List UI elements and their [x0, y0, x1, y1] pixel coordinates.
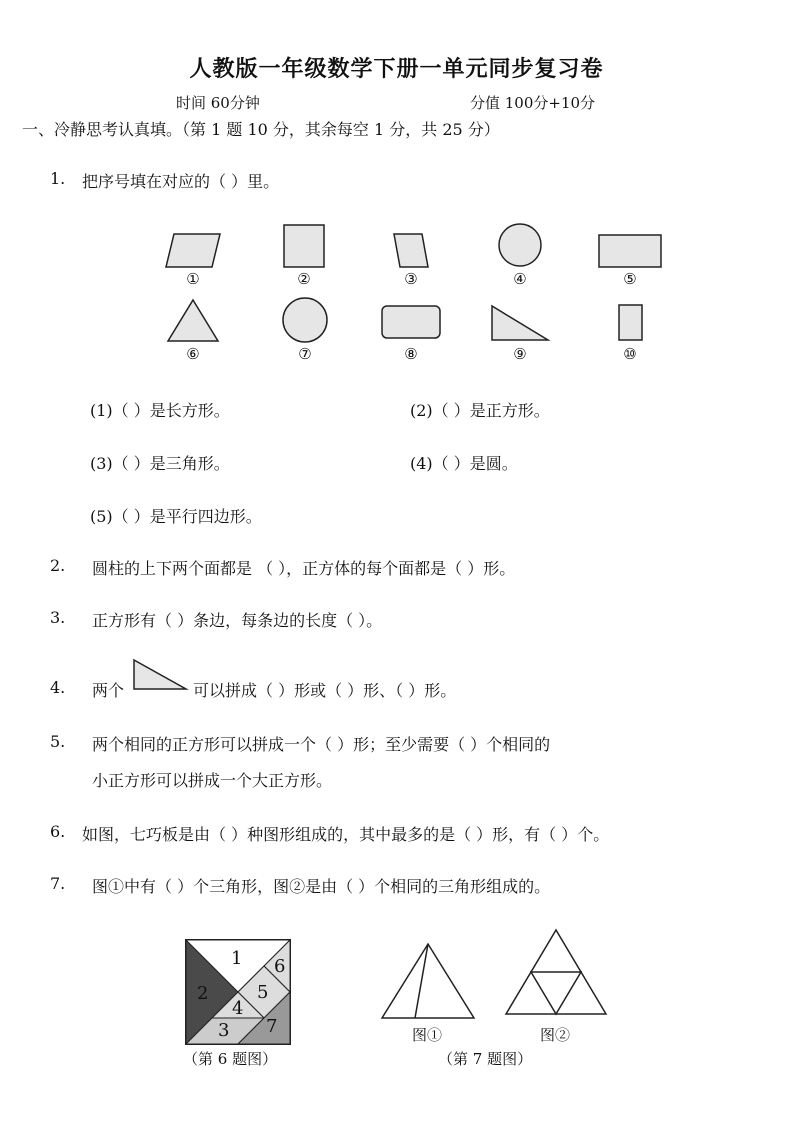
- q1-sub-2: (2)（ ）是正方形。: [410, 401, 550, 420]
- q1-sub-1: (1)（ ）是长方形。: [90, 401, 230, 420]
- shape-label-6: ⑥: [186, 345, 200, 363]
- shape-rounded-rectangle-8: [382, 306, 440, 338]
- shape-rectangle-10: [619, 305, 642, 340]
- tangram-num-4: 4: [232, 998, 244, 1019]
- q4-prefix: 两个: [92, 681, 125, 700]
- q1-text: 把序号填在对应的（ ）里。: [82, 172, 280, 191]
- shape-circle-7: [283, 298, 327, 342]
- q7-number: 7.: [50, 874, 66, 893]
- q5-line2: 小正方形可以拼成一个大正方形。: [92, 771, 333, 790]
- tangram-num-2: 2: [197, 983, 209, 1004]
- tangram-caption: （第 6 题图）: [183, 1050, 278, 1068]
- tangram-num-3: 3: [218, 1020, 230, 1041]
- tangram-num-1: 1: [231, 948, 243, 969]
- shape-label-2: ②: [297, 270, 311, 288]
- tangram-num-5: 5: [257, 982, 269, 1003]
- shape-rectangle-5: [599, 235, 661, 267]
- figure-1-label: 图①: [412, 1026, 443, 1044]
- q5-number: 5.: [50, 732, 66, 751]
- q2-text: 圆柱的上下两个面都是 （ ），正方体的每个面都是（ ）形。: [92, 559, 516, 578]
- figure-2-triangle: [504, 928, 608, 1018]
- page-title: 人教版一年级数学下册一单元同步复习卷: [189, 57, 604, 82]
- shape-parallelogram-1: [166, 234, 220, 267]
- figure-2-label: 图②: [540, 1026, 571, 1044]
- q6-number: 6.: [50, 822, 66, 841]
- q5-line1: 两个相同的正方形可以拼成一个（ ）形；至少需要（ ）个相同的: [92, 735, 551, 754]
- q1-number: 1.: [50, 169, 66, 188]
- shape-square-2: [284, 225, 324, 267]
- shape-label-7: ⑦: [298, 345, 312, 363]
- q2-number: 2.: [50, 556, 66, 575]
- time-info: 时间 60分钟: [176, 94, 260, 112]
- shape-label-5: ⑤: [623, 270, 637, 288]
- shape-label-4: ④: [513, 270, 527, 288]
- shape-label-1: ①: [186, 270, 200, 288]
- q1-sub-4: (4)（ ）是圆。: [410, 454, 518, 473]
- shape-parallelogram-3: [394, 234, 428, 267]
- q7-caption: （第 7 题图）: [438, 1050, 533, 1068]
- tangram-num-6: 6: [274, 956, 286, 977]
- shape-label-8: ⑧: [404, 345, 418, 363]
- shape-label-9: ⑨: [513, 345, 527, 363]
- section-heading: 一、冷静思考认真填。（第 1 题 10 分，其余每空 1 分，共 25 分）: [22, 120, 500, 139]
- q1-sub-3: (3)（ ）是三角形。: [90, 454, 230, 473]
- q4-number: 4.: [50, 678, 66, 697]
- q7-text: 图①中有（ ）个三角形，图②是由（ ）个相同的三角形组成的。: [92, 877, 551, 896]
- q4-triangle-figure: [130, 656, 190, 692]
- q4-suffix: 可以拼成（ ）形或（ ）形、（ ）形。: [193, 681, 457, 700]
- figure-1-triangle: [380, 942, 480, 1022]
- shape-label-3: ③: [404, 270, 418, 288]
- q3-text: 正方形有（ ）条边，每条边的长度（ ）。: [92, 611, 383, 630]
- shape-circle-4: [499, 224, 541, 266]
- tangram-num-7: 7: [266, 1016, 278, 1037]
- q3-number: 3.: [50, 608, 66, 627]
- shape-right-triangle-9: [492, 306, 548, 340]
- q1-sub-5: (5)（ ）是平行四边形。: [90, 507, 262, 526]
- q6-text: 如图，七巧板是由（ ）种图形组成的，其中最多的是（ ）形，有（ ）个。: [82, 825, 610, 844]
- score-info: 分值 100分+10分: [470, 94, 596, 112]
- shape-label-10: ⑩: [623, 345, 637, 363]
- shape-triangle-6: [168, 300, 218, 341]
